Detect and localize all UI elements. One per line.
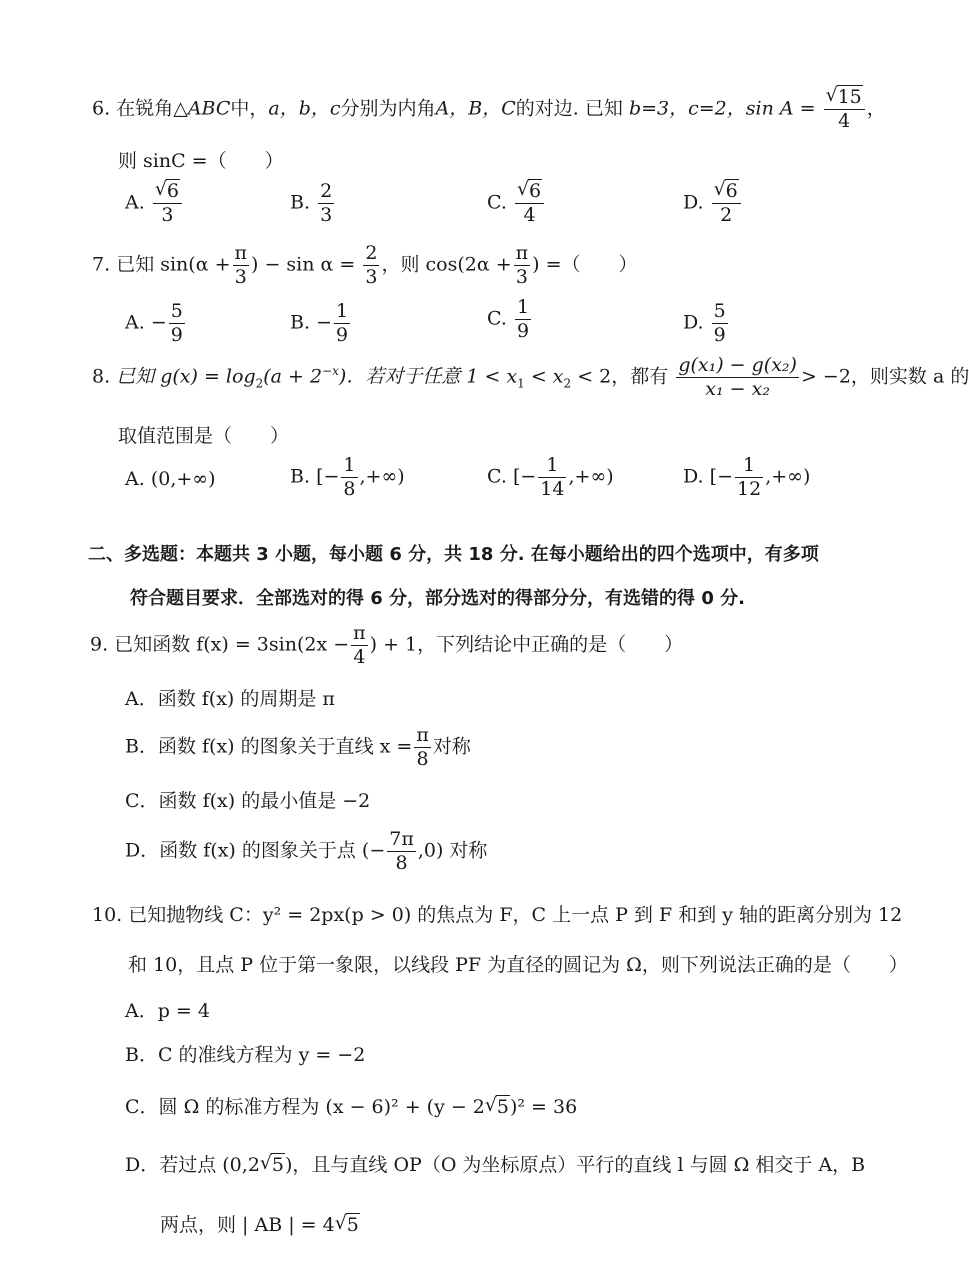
q9-option-a: A．函数 f(x) 的周期是 π [125,688,335,710]
q8-option-b: B. [− $\frac{1}{8}$ ,+∞) [290,454,405,500]
q8-difference-quotient: $\frac{\text{g(x₁) − g(x₂)}}{\text{x₁ − x₂}}$ [678,354,797,400]
q6-option-b: B. $\frac{2}{3}$ [290,180,333,226]
q9-option-d: D．函数 f(x) 的图象关于点 (− $\frac{7\pi}{8}$ ,0) 对称 [125,828,488,874]
q6-option-a: A. √ $\frac{6}{3}$ [125,182,184,225]
q7-option-d: D. $\frac{5}{9}$ [683,300,726,346]
q10-option-d: D．若过点 (0,2√ 5)，且与直线 OP（O 为坐标原点）平行的直线 l 与圆 Ω 相交于 A，B [125,1150,865,1177]
q7-number: 7. [92,253,111,276]
q8-line2: 取值范围是（ ） [118,425,290,447]
section2-line2: 符合题目要求．全部选对的得 6 分，部分选对的得部分分，有选错的得 0 分. [130,588,745,609]
q9-number: 9. [90,633,109,656]
q6-line2: 则 sinC =（ ） [118,150,284,172]
q8-option-a: A. (0,+∞) [125,468,216,490]
q7-option-b: B. − $\frac{1}{9}$ [290,300,349,346]
q10-line1: 10. 已知抛物线 C：y² = 2px(p > 0) 的焦点为 F，C 上一点 P 到 F 和到 y 轴的距离分别为 12 [92,904,903,926]
section2-line1: 二、多选题：本题共 3 小题，每小题 6 分，共 18 分. 在每小题给出的四个选项中，有多项 [88,544,819,565]
q10-number: 10. [92,904,123,926]
q10-line2: 和 10，且点 P 位于第一象限，以线段 PF 为直径的圆记为 Ω，则下列说法正确的是（ ） [128,954,908,976]
q9-line1: 9. 已知函数 f(x) = 3sin(2x − $\frac{\pi}{4}$ ) + 1，下列结论中正确的是（ ） [90,622,684,668]
q6-option-c: C. √ $\frac{6}{4}$ [487,182,546,225]
q7-option-a: A. − $\frac{5}{9}$ [125,300,183,346]
q8-option-c: C. [− $\frac{1}{14}$ ,+∞) [487,454,614,500]
q10-option-a: A．p = 4 [125,1000,210,1022]
q7-option-c: C. $\frac{1}{9}$ [487,296,530,342]
q9-option-c: C．函数 f(x) 的最小值是 −2 [125,790,371,812]
q10-option-d-line2: 两点，则 | AB | = 4√ 5 [160,1210,360,1237]
q10-option-b: B．C 的准线方程为 y = −2 [125,1044,366,1066]
q6-number: 6. [92,97,111,120]
q6-sinA-fraction: √ $\frac{15}{4}$ [824,88,865,131]
q6-line1: 6. 在锐角△ABC中，a，b，c分别为内角A，B，C的对边. 已知 b=3，c=2，sin A = √ $\frac{15}{4}$ ， [92,88,886,131]
q8-number: 8. [92,365,111,388]
q7-line1: 7. 已知 sin(α + $\frac{\pi}{3}$ ) − sin α = $\frac{2}{3}$ ，则 cos(2α + $\frac{\pi}{3}$ ) =（ ） [92,242,638,288]
q9-option-b: B．函数 f(x) 的图象关于直线 x = $\frac{\pi}{8}$ 对称 [125,724,471,770]
q6-option-d: D. √ $\frac{6}{2}$ [683,182,743,225]
q8-line1: 8. 已知 $g(x) = \log_2(a + 2^{-x})$．若对于任意 $1 < x_1 < x_2 < 2$，都有 $\frac{\text{g(x₁) − g(x₂)}}{\text{x₁ − x₂}}$ > −2，则实数 a 的 [92,354,969,400]
q10-option-c: C．圆 Ω 的标准方程为 (x − 6)² + (y − 2√ 5)² = 36 [125,1092,577,1119]
q8-option-d: D. [− $\frac{1}{12}$ ,+∞) [683,454,811,500]
